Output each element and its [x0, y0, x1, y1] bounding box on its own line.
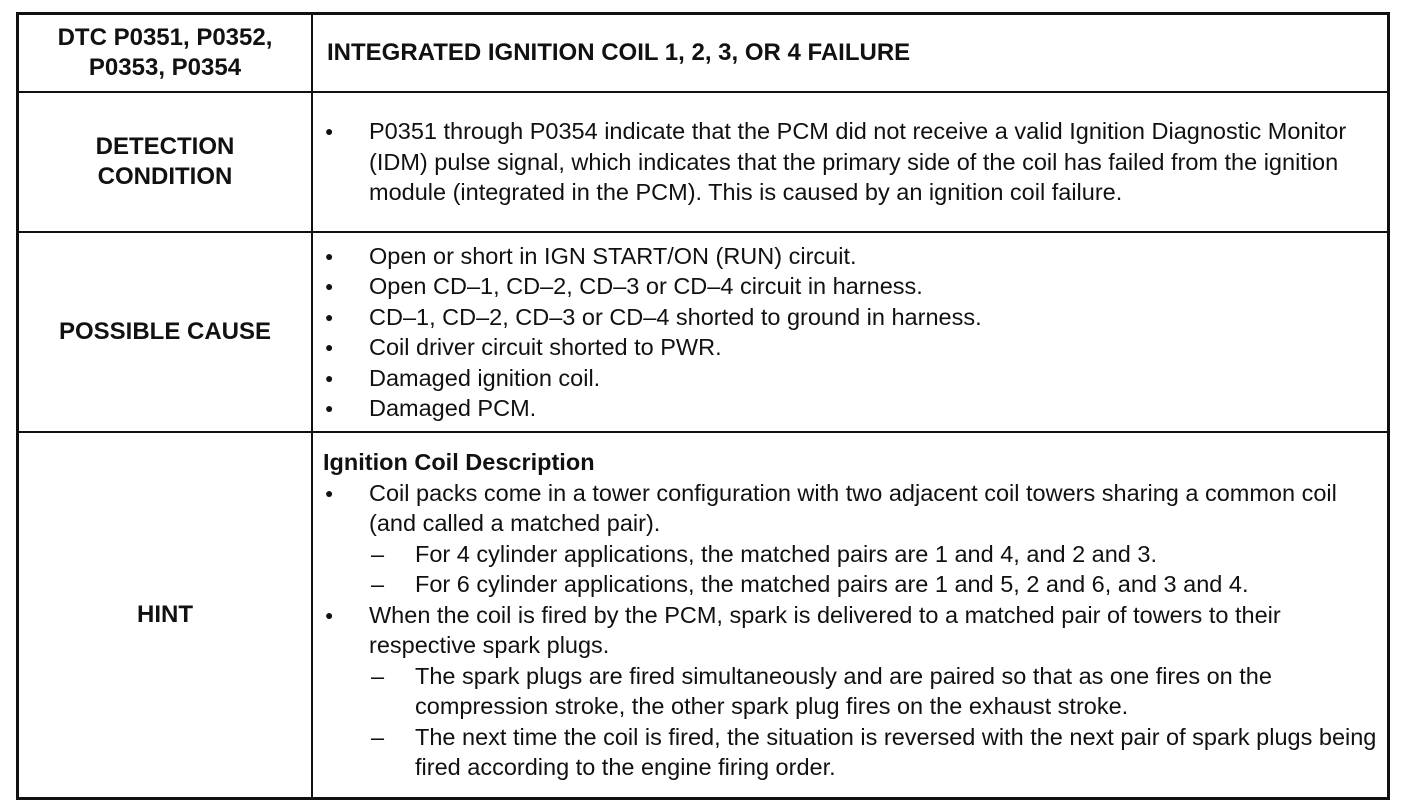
hint-label: HINT	[137, 601, 193, 628]
list-item: ● Damaged PCM.	[323, 393, 1379, 424]
dtc-codes-line1: DTC P0351, P0352,	[57, 24, 273, 51]
hint-item-text: Coil packs come in a tower configuration with two adjacent coil towers sharing a common coil (and called a matched pair).	[369, 479, 1337, 537]
list-item: ● P0351 through P0354 indicate that the PCM did not receive a valid Ignition Diagnostic Monitor (IDM) pulse signal, which indicates that the primary side of the coil has failed from the ignition module (integrated in the PCM). This is caused by an ignition coil failure.	[323, 116, 1379, 208]
dtc-codes-cell	[18, 14, 313, 93]
dtc-table	[16, 12, 1390, 800]
detection-label-line2: CONDITION	[97, 163, 233, 190]
list-item: ● Damaged ignition coil.	[323, 363, 1379, 394]
list-item: ● CD–1, CD–2, CD–3 or CD–4 shorted to ground in harness.	[323, 302, 1379, 333]
hint-item-text: When the coil is fired by the PCM, spark is delivered to a matched pair of towers to their respective spark plugs.	[369, 601, 1281, 659]
page-title: INTEGRATED IGNITION COIL 1, 2, 3, OR 4 FAILURE	[327, 39, 911, 67]
sub-list-item: – The next time the coil is fired, the situation is reversed with the next pair of spark plugs being fired according to the engine firing order.	[369, 722, 1379, 783]
possible-cause-label: POSSIBLE CAUSE	[58, 318, 272, 345]
list-item	[323, 478, 1379, 600]
detection-content-cell	[312, 92, 1389, 232]
dtc-codes-line2: P0353, P0354	[88, 54, 242, 81]
sub-list-item: – For 4 cylinder applications, the matched pairs are 1 and 4, and 2 and 3.	[369, 539, 1379, 570]
hint-list	[323, 478, 1379, 783]
list-item: ● Open or short in IGN START/ON (RUN) circuit.	[323, 241, 1379, 272]
sub-list-item: – For 6 cylinder applications, the matched pairs are 1 and 5, 2 and 6, and 3 and 4.	[369, 569, 1379, 600]
list-item	[323, 600, 1379, 783]
hint-sublist	[369, 539, 1379, 600]
possible-cause-list	[323, 241, 1379, 424]
list-item: ● Coil driver circuit shorted to PWR.	[323, 332, 1379, 363]
sub-list-item: – The spark plugs are fired simultaneously and are paired so that as one fires on the compression stroke, the other spark plug fires on the exhaust stroke.	[369, 661, 1379, 722]
detection-label-cell	[18, 92, 313, 232]
possible-cause-label-cell	[18, 232, 313, 432]
table-row-detection	[18, 92, 1389, 232]
hint-content-cell	[312, 432, 1389, 799]
title-cell	[312, 14, 1389, 93]
table-row-header	[18, 14, 1389, 93]
hint-subheading: Ignition Coil Description	[323, 449, 595, 476]
detection-label-line1: DETECTION	[95, 133, 235, 160]
table-row-hint	[18, 432, 1389, 799]
possible-cause-content-cell	[312, 232, 1389, 432]
table-row-possible-cause	[18, 232, 1389, 432]
hint-label-cell	[18, 432, 313, 799]
list-item: ● Open CD–1, CD–2, CD–3 or CD–4 circuit in harness.	[323, 271, 1379, 302]
hint-sublist	[369, 661, 1379, 783]
detection-list	[323, 116, 1379, 208]
